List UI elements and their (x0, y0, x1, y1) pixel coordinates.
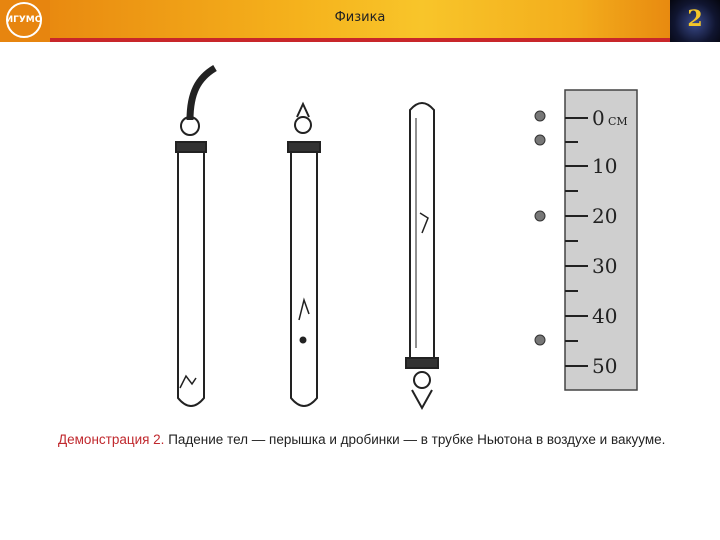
feather-icon (180, 376, 196, 388)
tube-inverted (406, 103, 438, 408)
scale-label-40: 40 (592, 304, 618, 328)
slide-header (0, 0, 720, 42)
pellet-icon (535, 211, 545, 221)
measuring-scale (565, 90, 637, 390)
scale-label-20: 20 (592, 204, 618, 228)
university-logo: ИГУМО (6, 2, 42, 38)
slide-number: 2 (687, 6, 703, 32)
scale-label-30: 30 (592, 254, 618, 278)
newton-tube-illustration (160, 58, 640, 423)
caption-label: Демонстрация 2. (58, 432, 165, 447)
figure-caption (58, 430, 678, 450)
header-underline (50, 38, 670, 42)
slide-title: Физика (334, 10, 386, 25)
caption-text: Падение тел — перышка и дробинки — в трубке Ньютона в воздухе и вакууме. (164, 432, 666, 447)
pellet-icon (535, 111, 545, 121)
scale-label-0: 0 (592, 106, 605, 130)
pellet-icon (535, 335, 545, 345)
feather-icon (420, 213, 428, 233)
feather-icon (299, 300, 309, 320)
scale-unit: СМ (608, 115, 628, 128)
pellet-icon (535, 135, 545, 145)
tube-evacuated (288, 104, 320, 406)
tube-with-air (176, 68, 215, 406)
pellet-icon (301, 338, 306, 343)
scale-label-10: 10 (592, 154, 618, 178)
falling-pellets (535, 111, 545, 345)
scale-label-50: 50 (592, 354, 618, 378)
